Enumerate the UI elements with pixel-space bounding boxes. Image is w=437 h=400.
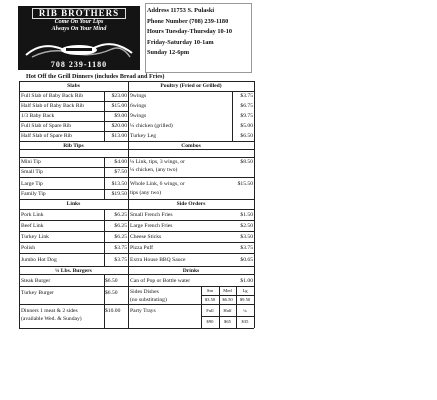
address-text: Address 11753 S. Pulaski	[147, 7, 215, 14]
hours-weekend: Friday-Saturday 10-1am	[147, 38, 214, 46]
logo-name: RIB BROTHERS	[32, 8, 126, 19]
link-price: $6.25	[114, 234, 127, 240]
side-order-price: $2.50	[240, 223, 253, 229]
link-name: Beef Link	[21, 223, 44, 229]
rib-tip-name: Large Tip	[21, 181, 43, 187]
slab-price: $15.00	[111, 103, 127, 109]
slab-name: Full Slab of Spare Rib	[21, 123, 72, 129]
link-price: $6.25	[114, 223, 127, 229]
poultry-price: $6.75	[240, 103, 253, 109]
rib-tip-price: $7.50	[114, 169, 127, 175]
section-poultry: Poultry (Fried or Grilled)	[160, 83, 222, 89]
section-slabs: Slabs	[67, 83, 80, 89]
rib-tip-name: Mini Tip	[21, 159, 41, 165]
rib-tip-name: Family Tip	[21, 191, 46, 197]
poultry-price: $5.00	[240, 123, 253, 129]
poultry-price: $9.75	[240, 113, 253, 119]
combo-price: $8.50	[240, 159, 253, 165]
section-rib-tips: Rib Tips	[63, 143, 84, 149]
poultry-price: $6.50	[240, 133, 253, 139]
rib-tip-price: $19.50	[111, 191, 127, 197]
side-order-price: $1.50	[240, 212, 253, 218]
side-order-name: Large French Fries	[130, 223, 173, 229]
sides-price: $6.50	[222, 297, 233, 302]
rib-tip-price: $4.00	[114, 159, 127, 165]
combo-line: ¼ Link, tips, 3 wings, or	[130, 159, 185, 165]
menu-title: Hot Off the Grill Dinners (includes Bread and Fries)	[26, 73, 165, 80]
slab-name: Half Slab of Baby Back Rib	[21, 103, 84, 109]
slab-price: $9.00	[114, 113, 127, 119]
slab-name: Full Slab of Baby Back Rib	[21, 93, 83, 99]
phone-text: Phone Number (708) 239-1180	[147, 17, 229, 25]
section-drinks: Drinks	[182, 268, 200, 274]
dinner-line: Dinners 1 meat & 2 sides	[21, 308, 78, 314]
section-side-orders: Side Orders	[176, 201, 206, 207]
restaurant-logo	[18, 6, 140, 70]
sides-price: $3.50	[204, 297, 216, 302]
sides-line: (no substituting)	[130, 297, 167, 303]
dinner-line: (available Wed. & Sunday)	[21, 316, 82, 322]
combo-line: tips (any two)	[130, 190, 162, 196]
tray-price: $65	[224, 319, 231, 324]
logo-tagline-1: Come On Your Lips	[54, 19, 104, 25]
poultry-name: ¼ chicken (grilled)	[130, 123, 173, 129]
tray-price: $90	[206, 319, 214, 324]
link-name: Polish	[21, 245, 35, 251]
rib-tip-name: Small Tip	[21, 169, 43, 175]
side-order-name: Small French Fries	[130, 212, 173, 218]
sides-size: Lg	[242, 288, 248, 293]
drink-name: Can of Pop or Bottle water	[130, 278, 191, 284]
burger-name: Steak Burger	[21, 278, 51, 284]
logo-phone: 708 239-1180	[50, 60, 108, 69]
combo-price: $15.50	[237, 181, 253, 187]
grill-smoke-icon	[22, 39, 136, 59]
party-trays: Party Trays	[130, 308, 156, 314]
burger-price: $6.50	[105, 290, 118, 296]
hours-weekday: Hours Tuesday-Thursday 10-10	[147, 28, 233, 36]
link-price: $3.75	[114, 245, 127, 251]
poultry-name: Turkey Leg	[130, 133, 157, 139]
side-order-price: $3.50	[240, 234, 253, 240]
sides-line: Sides Dishes	[130, 289, 159, 295]
sides-price: $9.50	[239, 297, 251, 302]
slab-price: $23.00	[111, 93, 127, 99]
dinner-price: $10.00	[105, 308, 121, 314]
poultry-name: 9wings	[130, 113, 147, 119]
sides-size: Med	[223, 288, 232, 293]
section-links: Links	[66, 201, 81, 207]
poultry-name: 9wings	[130, 93, 147, 99]
side-order-name: Cheese Sticks	[130, 234, 162, 240]
link-price: $6.25	[114, 212, 127, 218]
link-name: Jumbo Hot Dog	[21, 257, 57, 263]
drink-price: $1.00	[240, 278, 253, 284]
link-name: Turkey Link	[21, 234, 49, 240]
side-order-name: Pizza Puff	[130, 245, 154, 251]
sides-size: Sm	[206, 288, 214, 293]
restaurant-info	[147, 6, 232, 59]
logo-tagline-2: Always On Your Mind	[51, 26, 107, 32]
burger-name: Turkey Burger	[21, 290, 54, 296]
tray-size: Half	[223, 308, 232, 313]
side-order-price: $0.65	[240, 257, 253, 263]
tray-size: Full	[206, 308, 214, 313]
side-order-name: Extra House BBQ Sauce	[130, 257, 186, 263]
side-order-price: $3.75	[240, 245, 253, 251]
slab-name: Half Slab of Spare Rib	[21, 133, 72, 139]
slab-name: 1/3 Baby Back	[21, 113, 55, 119]
combo-line: Whole Link, 6 wings, or	[130, 181, 185, 187]
slab-price: $13.00	[111, 133, 127, 139]
link-name: Pork Link	[21, 212, 44, 218]
poultry-name: 6wings	[130, 103, 147, 109]
tray-price: $35	[241, 319, 249, 324]
section-combos: Combos	[181, 143, 201, 149]
hours-sunday: Sunday 12-6pm	[147, 49, 190, 57]
combo-line: ¼ chicken, (any two)	[130, 167, 178, 173]
tray-size: ¼	[243, 308, 247, 313]
slab-price: $20.00	[111, 123, 127, 129]
section-burgers: ¼ Lbs. Burgers	[55, 268, 92, 274]
poultry-price: $3.75	[240, 93, 253, 99]
burger-price: $6.50	[105, 278, 118, 284]
link-price: $3.75	[114, 257, 127, 263]
rib-tip-price: $13.50	[111, 181, 127, 187]
